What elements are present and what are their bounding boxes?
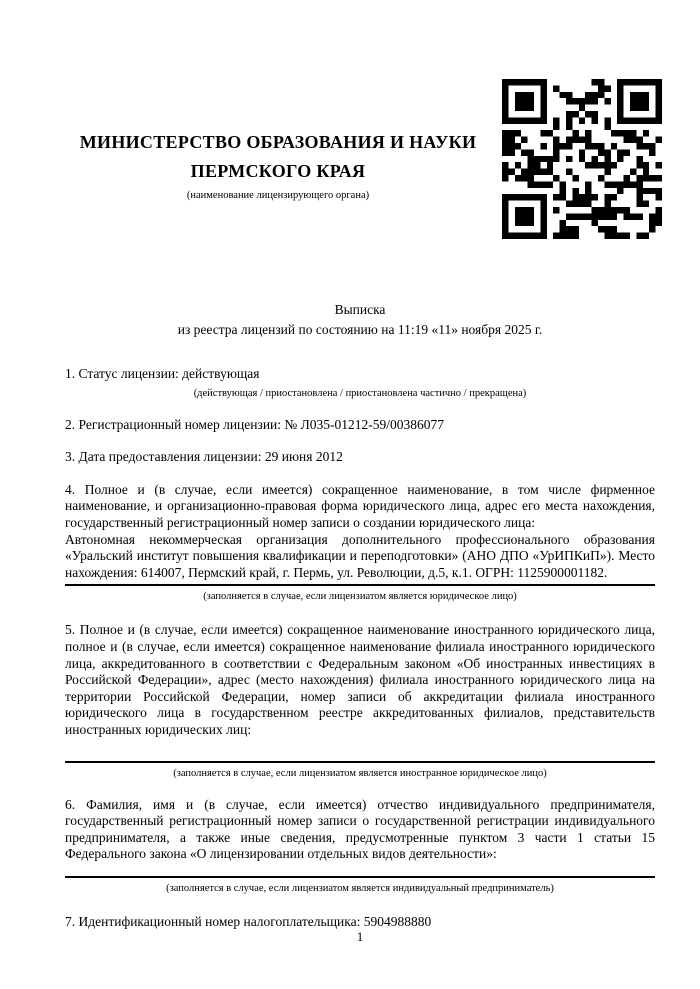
- item-1-text: 1. Статус лицензии: действующая: [65, 366, 260, 381]
- document-title-block: [65, 300, 655, 340]
- ministry-name-line2: ПЕРМСКОГО КРАЯ: [190, 161, 366, 181]
- page-number: 1: [356, 929, 364, 944]
- item-6-text: 6. Фамилия, имя и (в случае, если имеется) отчество индивидуального предпринимателя, государственный регистрационный номер записи о государственной регистрации индивидуального предпринимателя, а также иные сведения, предусмотренные пунктом 3 части 1 статьи 15 Федерального закона «О лицензировании отдельных видов деятельности»:: [65, 796, 655, 862]
- item-4-value: Автономная некоммерческая организация дополнительного профессионального образования «Уральский институт повышения квалификации и переподготовки» (АНО ДПО «УрИПКиП»). Место нахождения: 614007, Пермский край, г. Пермь, ул. Революции, д.5, к.1. ОГРН: 1125900001182.: [65, 531, 655, 580]
- qr-code: [502, 79, 662, 239]
- item-1-caption: (действующая / приостановлена / приостановлена частично / прекращена): [193, 387, 527, 399]
- item-7-taxpayer-number: [65, 914, 655, 931]
- fill-in-line: [65, 584, 655, 586]
- item-3-text: 3. Дата предоставления лицензии: 29 июня 2012: [65, 449, 343, 465]
- item-5-value: [65, 739, 655, 761]
- item-2-text: 2. Регистрационный номер лицензии: № Л035-01212-59/00386077: [65, 416, 445, 432]
- item-7-text: 7. Идентификационный номер налогоплательщика: 5904988880: [65, 913, 432, 929]
- item-6-caption: (заполняется в случае, если лицензиатом является индивидуальный предприниматель): [166, 882, 554, 894]
- document-title: Выписка: [334, 302, 386, 317]
- item-4-legal-entity: [65, 482, 655, 604]
- ministry-name-line1: МИНИСТЕРСТВО ОБРАЗОВАНИЯ И НАУКИ: [79, 132, 477, 152]
- item-2-registration-number: [65, 417, 655, 434]
- item-5-text: 5. Полное и (в случае, если имеется) сокращенное наименование иностранного юридического лица, полное и (в случае, если имеется) сокращенное наименование филиала иностранного юридического лица, аккредитованного в соответствии с Федеральным законом «Об иностранных инвестициях в Российской Федерации», адрес (место нахождения) филиала иностранного юридического лица на территории Российской Федерации, номер записи об аккредитации филиала иностранного юридического лица в государственном реестре аккредитованных филиалов, представительств иностранных юридических лиц:: [65, 622, 655, 737]
- fill-in-line: [65, 876, 655, 878]
- fill-in-line: [65, 761, 655, 763]
- item-5-caption: (заполняется в случае, если лицензиатом является иностранное юридическое лицо): [173, 767, 547, 779]
- item-5-foreign-entity: [65, 622, 655, 779]
- ministry-name-caption: (наименование лицензирующего органа): [186, 190, 370, 201]
- item-4-caption: (заполняется в случае, если лицензиатом является юридическое лицо): [203, 591, 517, 603]
- item-6-individual-entrepreneur: [65, 797, 655, 895]
- document-body: [65, 366, 655, 930]
- qr-code-image: [502, 79, 662, 239]
- item-4-text: 4. Полное и (в случае, если имеется) сокращенное наименование, в том числе фирменное наименование, и организационно-правовая форма юридического лица, адрес его места нахождения, государственный регистрационный номер записи о создании юридического лица:: [65, 481, 655, 530]
- licensing-authority-header: [58, 128, 498, 202]
- item-1-license-status: [65, 366, 655, 400]
- document-subtitle: из реестра лицензий по состоянию на 11:19 «11» ноября 2025 г.: [177, 322, 543, 337]
- item-3-grant-date: [65, 449, 655, 466]
